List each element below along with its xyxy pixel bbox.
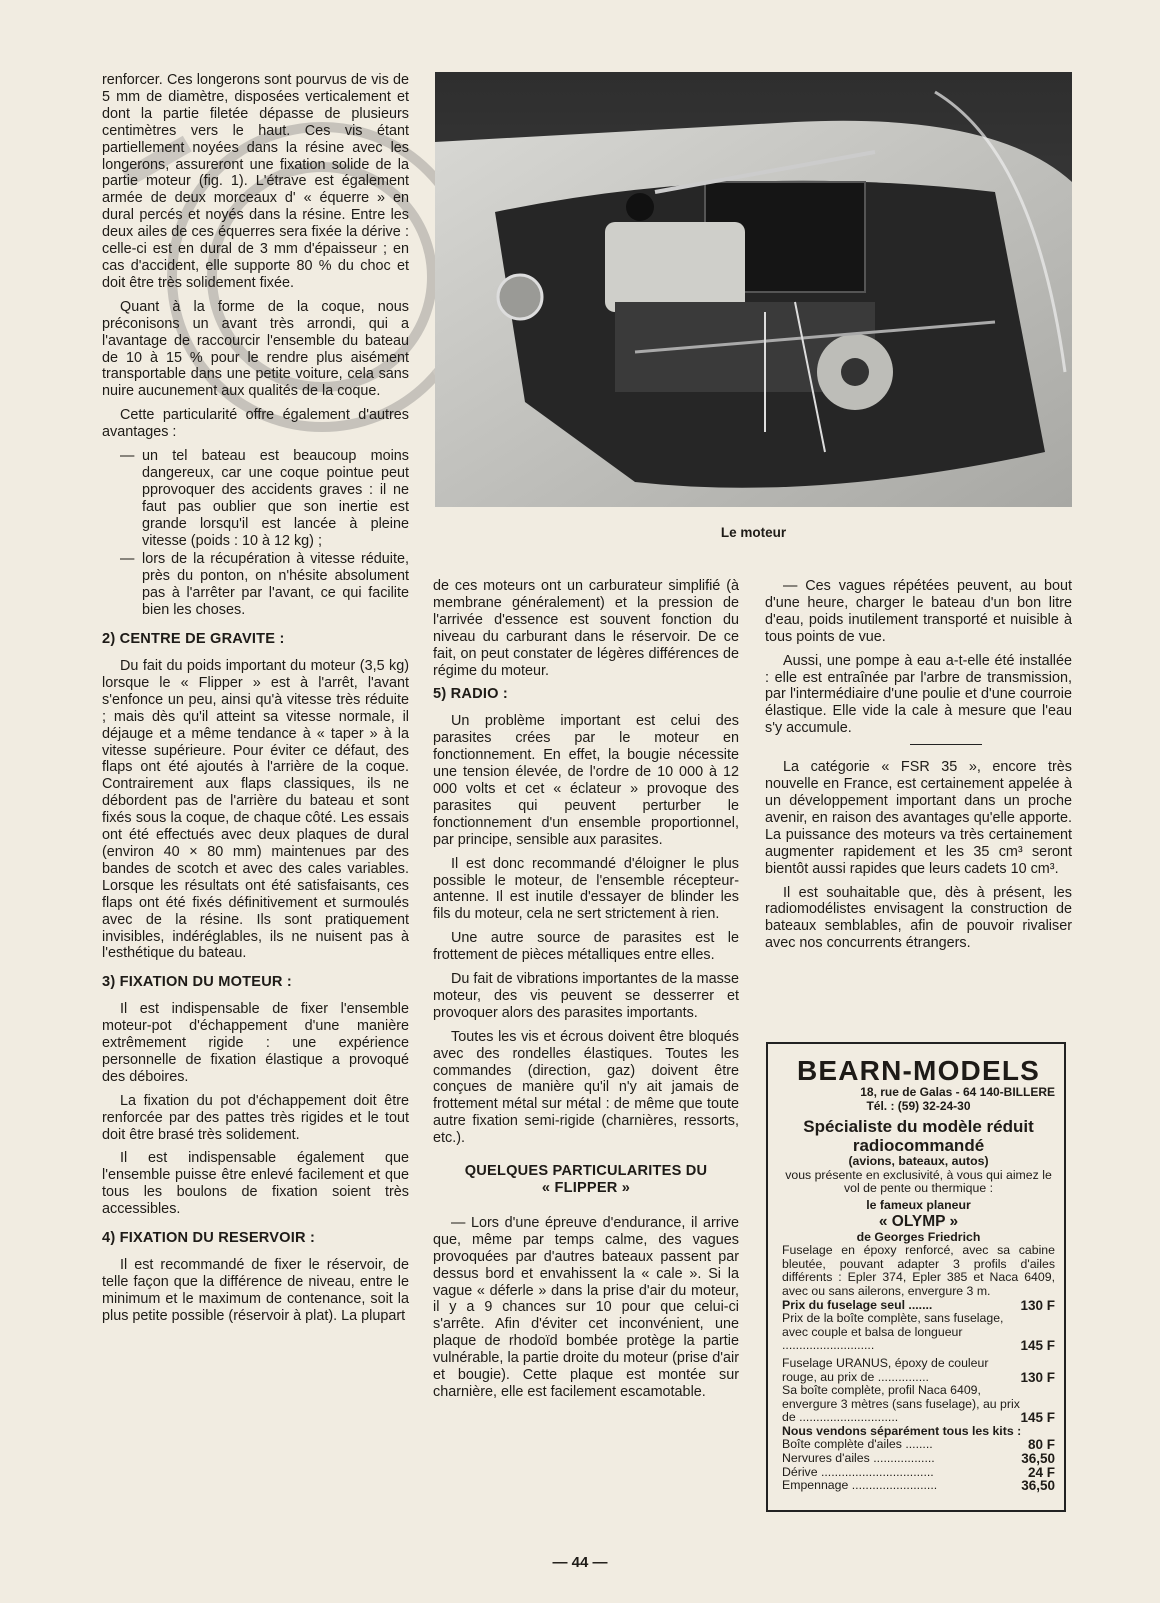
paragraph: Il est recommandé de fixer le réservoir, de telle façon que la différence de niveau, entre le minimum et le maximum de contenance, soit la plus petite possible (réservoir à plat). La plupart (102, 1257, 409, 1324)
heading-line: « FLIPPER » (541, 1180, 631, 1196)
paragraph: Quant à la forme de la coque, nous préconisons un avant très arrondi, qui a l'avantage de raccourcir l'ensemble du bateau de 10 à 15 % pour le rendre plus aisément transportable dans une petite voiture, cela sans nuire aucunement aux qualités de la coque. (102, 298, 409, 400)
paragraph: de ces moteurs ont un carburateur simplifié (à membrane généralement) et la pression de l'arrivée d'essence est souvent fonction du niveau du carburant dans le réservoir. De ce fait, on peut constater de légères différences de régime du moteur. (433, 578, 739, 679)
paragraph: — Ces vagues répétées peuvent, au bout d'une heure, charger le bateau d'un bon litre d'eau, poids inutilement transporté et nuisible à tous points de vue. (765, 578, 1072, 645)
page-number: — 44 — (552, 1554, 608, 1571)
paragraph: Aussi, une pompe à eau a-t-elle été installée : elle est entraînée par l'arbre de transmission, par l'intermédiaire d'une poulie et d'une courroie élastique. Elle vide la cale à mesure que l'eau s'y accumule. (765, 652, 1072, 737)
paragraph: La catégorie « FSR 35 », encore très nouvelle en France, est certainement appelée à un développement important dans un proche avenir, en raison des avantages qu'elle apporte. La puissance des moteurs va très certainement augmenter rapidement et les 35 cm³ seront bientôt aussi rapides que leurs cadets 10 cm³. (765, 759, 1072, 877)
price-label: Prix du fuselage seul ....... (782, 1297, 933, 1312)
ad-kits-title: Nous vendons séparément tous les kits : (782, 1423, 1022, 1438)
list-item: — un tel bateau est beaucoup moins dangereux, car une coque pointue peut pprovoquer des accidents graves : il ne faut pas oublier que son inertie est grande lorsqu'il est lancée à pleine vitesse (poids : 10 à 12 kg) ; (102, 448, 409, 549)
engine-illustration (435, 72, 1072, 507)
price-value: 24 F (1027, 1464, 1055, 1480)
ad-presents: vous présente en exclusivité, à vous qui aimez le vol de pente ou thermique : (785, 1167, 1052, 1196)
ad-specialty-line: Spécialiste du modèle réduit (803, 1117, 1034, 1137)
paragraph: Un problème important est celui des parasites crées par le moteur en fonctionnement. En effet, la bougie nécessite une tension élevée, de l'ordre de 10 000 à 12 000 volts et cet « éclateur » provoque des parasites qui peuvent perturber le fonctionnement d'un ensemble proportionnel, par principe, sensible aux parasites. (433, 713, 739, 848)
price-value: 145 F (1020, 1410, 1055, 1426)
price-value: 36,50 (1021, 1478, 1055, 1494)
section-heading: 2) CENTRE DE GRAVITE : (102, 631, 285, 648)
advantages-list (102, 448, 409, 619)
price-line (782, 1312, 1055, 1353)
section-heading: 4) FIXATION DU RESERVOIR : (102, 1230, 316, 1247)
price-label: Nervures d'ailes .................. (782, 1451, 935, 1466)
price-label: Prix de la boîte complète, sans fuselage, avec couple et balsa de longueur ........................... (782, 1311, 1004, 1353)
engine-photo (435, 72, 1072, 507)
paragraph: — Lors d'une épreuve d'endurance, il arrive que, même par temps calme, des vagues provoquées par d'autres bateaux passent par dessus bord et envahissent la « cale ». Si la vague « déferle » dans la prise d'air du moteur, il y a 9 chances sur 10 pour que celui-ci s'arrête. Afin d'éviter cet inconvénient, une plaque de rhodoïd bombée protège la partie vulnérable, la partie droite du moteur (prise d'air et bougie). Cette plaque est montée sur charnière, elle est facilement escamotable. (433, 1214, 739, 1400)
price-value: 80 F (1027, 1437, 1055, 1453)
price-line (782, 1357, 1055, 1384)
ad-specialty (782, 1117, 1055, 1155)
ad-author: de Georges Friedrich (856, 1229, 981, 1244)
ad-famous: le fameux planeur (866, 1197, 971, 1212)
price-label: Sa boîte complète, profil Naca 6409, envergure 3 mètres (sans fuselage), au prix de ............................. (782, 1383, 1020, 1425)
paragraph: Une autre source de parasites est le frottement de pièces métalliques entre elles. (433, 930, 739, 964)
column-left (102, 72, 409, 1332)
column-middle (433, 578, 739, 1408)
price-label: Boîte complète d'ailes ........ (782, 1437, 933, 1452)
paragraph: Du fait de vibrations importantes de la masse moteur, des vis peuvent se desserrer et provoquer alors des parasites importants. (433, 971, 739, 1021)
separator-rule (910, 744, 982, 745)
paragraph: Cette particularité offre également d'autres avantages : (102, 407, 409, 441)
paragraph: renforcer. Ces longerons sont pourvus de vis de 5 mm de diamètre, disposées verticalement et dont la partie filetée dépasse de plusieurs centimètres vers le haut. Ces vis étant partiellement noyées dans la résine avec les longerons, assureront une fixation solide de la partie moteur (fig. 1). L'étrave est également armée de deux morceaux d' « équerre » en dural percés et noyés dans la résine. Entre les deux ailes de ces équerres sera fixée la dérive : celle-ci est en dural de 3 mm d'épaisseur ; en cas d'accident, elle supporte 80 % du choc et doit être très solidement fixée. (102, 72, 409, 291)
photo-caption: Le moteur (720, 525, 787, 540)
paragraph: Il est souhaitable que, dès à présent, les radiomodélistes envisagent la construction de bateaux semblables, afin de pouvoir rivaliser avec nos concurrents étrangers. (765, 884, 1072, 952)
paragraph: Il est indispensable de fixer l'ensemble moteur-pot d'échappement d'une manière extrêmement rigide : une expérience personnelle de fixation élastique a provoqué des déboires. (102, 1001, 409, 1085)
list-item: — lors de la récupération à vitesse réduite, près du ponton, on n'hésite absolument pas à l'arrêter par l'avant, ce qui facilite bien les choses. (102, 551, 409, 619)
price-value: 130 F (1020, 1297, 1055, 1313)
paragraph: Du fait du poids important du moteur (3,5 kg) lorsque le « Flipper » est à l'arrêt, l'avant s'enfonce un peu, ainsi qu'à vitesse très réduite ; mais dès qu'il atteint sa vitesse normale, il déjauge et a même tendance à « taper » à la vitesse supérieure. Pour éviter ce défaut, des flaps ont été ajoutés à l'arrière de la coque. Contrairement aux flaps classiques, ils ne débordent pas de l'arrière du bateau et sont fixés sous la coque, de chaque côté. Les essais ont été effectués avec deux plaques de dural (environ 40 × 80 mm) maintenues par des bandes de scotch et avec des cales variables. Lorsque les résultats ont été satisfaisants, ces flaps ont été fixés définitivement et surmoulés avec de la résine. Ils sont pratiquement invisibles, indéréglables, ils ne nuisent pas à l'esthétique du bateau. (102, 658, 409, 962)
price-line (782, 1466, 1055, 1480)
ad-specialty-line: radiocommandé (852, 1136, 985, 1156)
price-label: Empennage ......................... (782, 1478, 938, 1493)
price-value: 145 F (1020, 1338, 1055, 1354)
paragraph: La fixation du pot d'échappement doit être renforcée par des pattes très rigides et le tout doit être brasé très solidement. (102, 1092, 409, 1143)
paragraph: Il est indispensable également que l'ensemble puisse être enlevé facilement et que tous les boulons de fixation soient très accessibles. (102, 1150, 409, 1218)
price-value: 130 F (1020, 1369, 1055, 1385)
price-label: Fuselage URANUS, époxy de couleur rouge, au prix de ............... (782, 1355, 989, 1384)
section-heading: 3) FIXATION DU MOTEUR : (102, 974, 292, 991)
price-value: 36,50 (1021, 1451, 1055, 1467)
column-right (765, 578, 1072, 959)
paragraph: Il est donc recommandé d'éloigner le plus possible le moteur, de l'ensemble récepteur-antenne. Il est inutile d'essayer de blinder les fils du moteur, cela ne sert strictement à rien. (433, 855, 739, 923)
section-heading (433, 1163, 739, 1197)
ad-model-name: « OLYMP » (878, 1212, 959, 1230)
paragraph: Toutes les vis et écrous doivent être bloqués avec des rondelles élastiques. Toutes les commandes (direction, gaz) doivent être conçues de manière qu'il n'y ait jamais de frottement métal sur métal : de même que toute autre fixation semi-rigide (charnières, ressorts, etc.). (433, 1028, 739, 1147)
ad-phone: Tél. : (59) 32-24-30 (866, 1098, 971, 1113)
price-line (782, 1299, 1055, 1313)
section-heading: 5) RADIO : (433, 686, 508, 703)
heading-line: QUELQUES PARTICULARITES DU (464, 1163, 708, 1180)
price-line (782, 1438, 1055, 1452)
price-line (782, 1479, 1055, 1493)
ad-types: (avions, bateaux, autos) (848, 1154, 989, 1169)
advertisement-box (766, 1042, 1066, 1512)
price-line (782, 1384, 1055, 1425)
ad-description: Fuselage en époxy renforcé, avec sa cabine bleutée, pouvant adapter 3 profils d'ailes différents : Epler 374, Epler 385 et Naca 6409, avec ou sans ailerons, envergure 3 m. (782, 1243, 1055, 1298)
ad-address: 18, rue de Galas - 64 140-BILLERE (860, 1085, 1055, 1099)
price-line (782, 1452, 1055, 1466)
ad-brand: BEARN-MODELS (796, 1055, 1041, 1086)
price-label: Dérive ................................. (782, 1464, 934, 1479)
